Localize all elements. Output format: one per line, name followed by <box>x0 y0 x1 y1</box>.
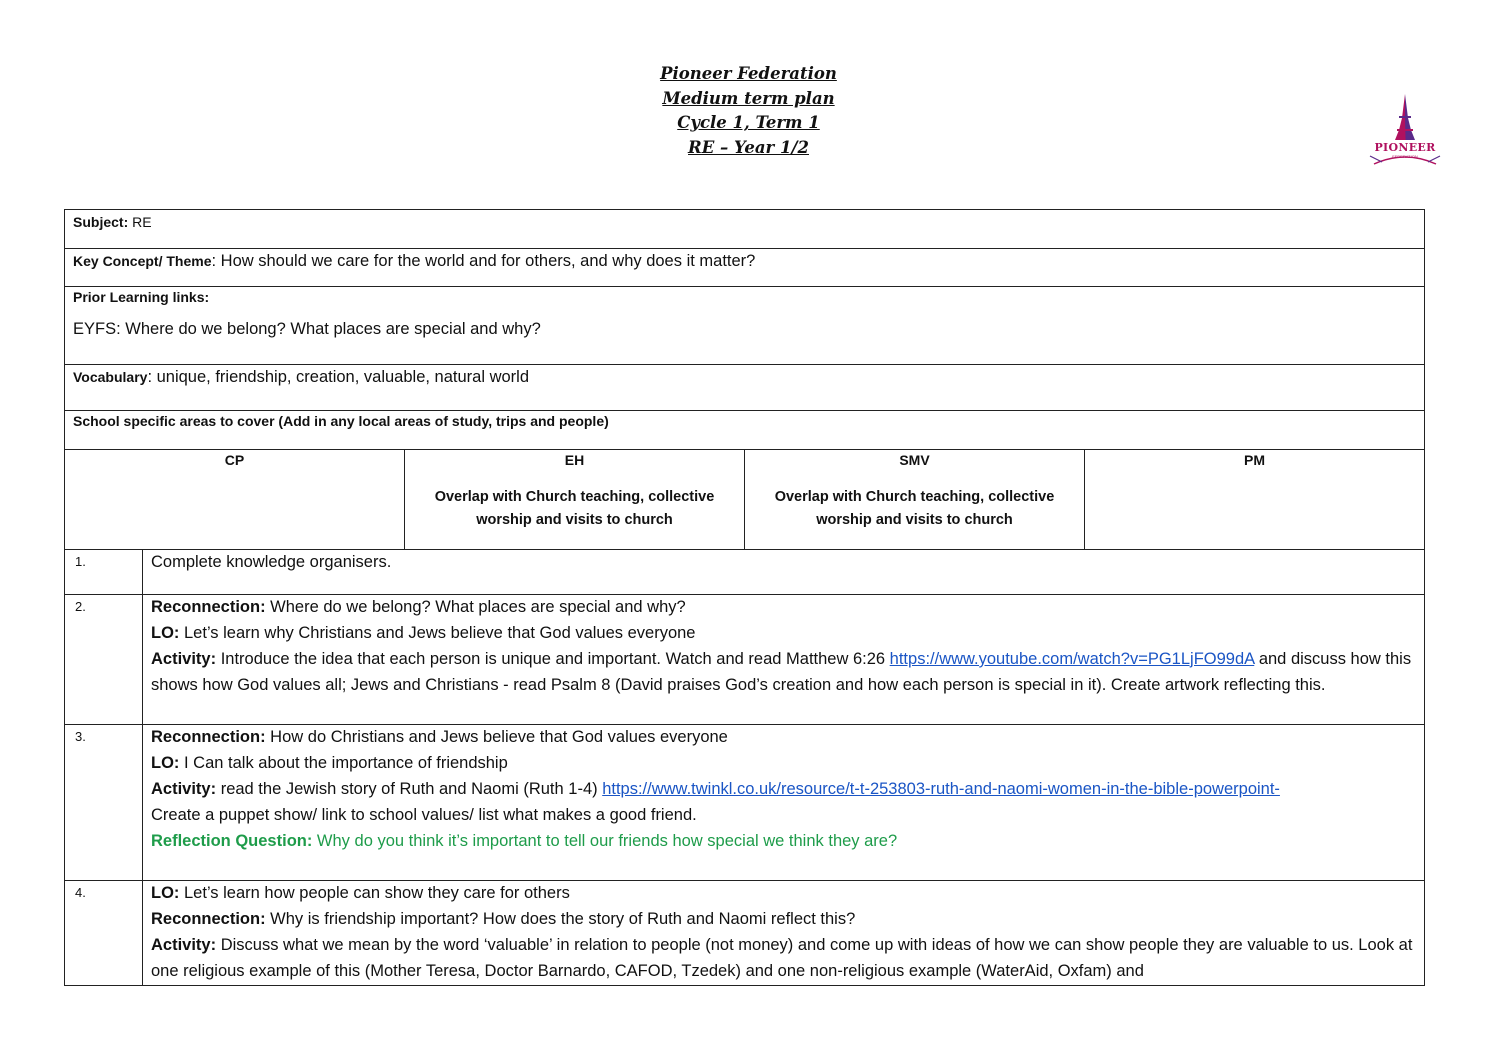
reconnection-label: Reconnection: <box>151 909 266 928</box>
key-concept-label: Key Concept/ Theme <box>73 253 212 269</box>
twinkl-link[interactable]: https://www.twinkl.co.uk/resource/t-t-253803-ruth-and-naomi-women-in-the-bible-powerpoint- <box>602 779 1280 798</box>
medium-term-plan-table <box>64 209 1425 986</box>
lesson-number: 1. <box>65 550 143 595</box>
lesson-number: 2. <box>65 595 143 725</box>
reflection-text: Why do you think it’s important to tell our friends how special we think they are? <box>312 831 898 850</box>
vocabulary-label: Vocabulary <box>73 369 148 385</box>
reconnection-text: Why is friendship important? How does the story of Ruth and Naomi reflect this? <box>265 909 856 928</box>
federation-title: Pioneer Federation <box>660 64 837 83</box>
reconnection-text: Where do we belong? What places are special and why? <box>265 598 686 616</box>
lesson-row <box>65 595 1425 725</box>
lesson-content <box>143 550 1425 595</box>
lesson-content <box>143 881 1425 986</box>
reflection-label: Reflection Question: <box>151 831 313 850</box>
logo-subtext: FEDERATION <box>1392 154 1418 159</box>
lesson-row <box>65 725 1425 881</box>
reconnection-label: Reconnection: <box>151 598 266 616</box>
subject-value: RE <box>128 214 152 230</box>
prior-learning-value: EYFS: Where do we belong? What places are special and why? <box>73 320 541 338</box>
column-pm-heading: PM <box>1244 452 1266 468</box>
column-eh <box>405 450 745 550</box>
lesson-number: 4. <box>65 881 143 986</box>
key-concept-row <box>65 249 1425 287</box>
activity-text-continued: Create a puppet show/ link to school values/ list what makes a good friend. <box>151 805 697 824</box>
columns-row <box>65 450 1425 550</box>
lesson-number: 3. <box>65 725 143 881</box>
column-cp-heading: CP <box>224 452 245 468</box>
prior-learning-row <box>65 287 1425 365</box>
prior-learning-label: Prior Learning links: <box>73 289 210 305</box>
column-smv-heading: SMV <box>899 452 930 468</box>
subject-year: RE – Year 1/2 <box>688 137 809 157</box>
lo-text: Let’s learn how people can show they care for others <box>179 884 570 902</box>
column-cp <box>65 450 405 550</box>
reconnection-text: How do Christians and Jews believe that God values everyone <box>265 728 728 746</box>
column-smv <box>745 450 1085 550</box>
activity-label: Activity: <box>151 649 217 668</box>
column-smv-note: Overlap with Church teaching, collective worship and visits to church <box>774 489 1055 528</box>
activity-text: read the Jewish story of Ruth and Naomi (Ruth 1-4) <box>216 779 603 798</box>
lesson-content <box>143 725 1425 881</box>
lo-label: LO: <box>151 753 180 772</box>
lo-text: Let’s learn why Christians and Jews believe that God values everyone <box>179 623 696 642</box>
youtube-link[interactable]: https://www.youtube.com/watch?v=PG1LjFO99dA <box>889 649 1255 668</box>
column-eh-note: Overlap with Church teaching, collective worship and visits to church <box>434 489 715 528</box>
lesson-row <box>65 550 1425 595</box>
subject-label: Subject: <box>73 214 129 230</box>
activity-text-continued: and discuss how this shows how God values all; Jews and Christians - read Psalm 8 (David praises God’s creation and how each person is special in it). Create artwork reflecting this. <box>151 649 1412 694</box>
reconnection-label: Reconnection: <box>151 728 266 746</box>
cycle-term: Cycle 1, Term 1 <box>677 113 820 132</box>
lesson-1-text: Complete knowledge organisers. <box>151 553 392 571</box>
lesson-content <box>143 595 1425 725</box>
activity-text: Introduce the idea that each person is unique and important. Watch and read Matthew 6:26 <box>216 649 890 668</box>
subject-row <box>65 210 1425 249</box>
activity-label: Activity: <box>151 935 217 954</box>
lo-label: LO: <box>151 623 180 642</box>
lo-label: LO: <box>151 884 180 902</box>
pioneer-logo <box>1368 92 1442 168</box>
lo-text: I Can talk about the importance of friendship <box>179 753 508 772</box>
document-header <box>0 62 1497 160</box>
school-specific-label: School specific areas to cover (Add in any local areas of study, trips and people) <box>73 413 609 429</box>
vocabulary-value: : unique, friendship, creation, valuable, natural world <box>147 368 529 386</box>
logo-wordmark: PIONEER <box>1374 141 1436 154</box>
lesson-row <box>65 881 1425 986</box>
vocabulary-row <box>65 365 1425 411</box>
column-pm <box>1085 450 1425 550</box>
plan-title: Medium term plan <box>662 88 835 108</box>
key-concept-value: : How should we care for the world and for others, and why does it matter? <box>211 252 756 270</box>
school-specific-row <box>65 411 1425 450</box>
activity-text: Discuss what we mean by the word ‘valuable’ in relation to people (not money) and come up with ideas of how we can show people they are valuable to us. Look at one religious example of this (Mother Teresa, Doctor Barnardo, CAFOD, Tzedek) and one non-religious example (WaterAid, Oxfam) and <box>151 935 1413 980</box>
activity-label: Activity: <box>151 779 217 798</box>
column-eh-heading: EH <box>564 452 585 468</box>
